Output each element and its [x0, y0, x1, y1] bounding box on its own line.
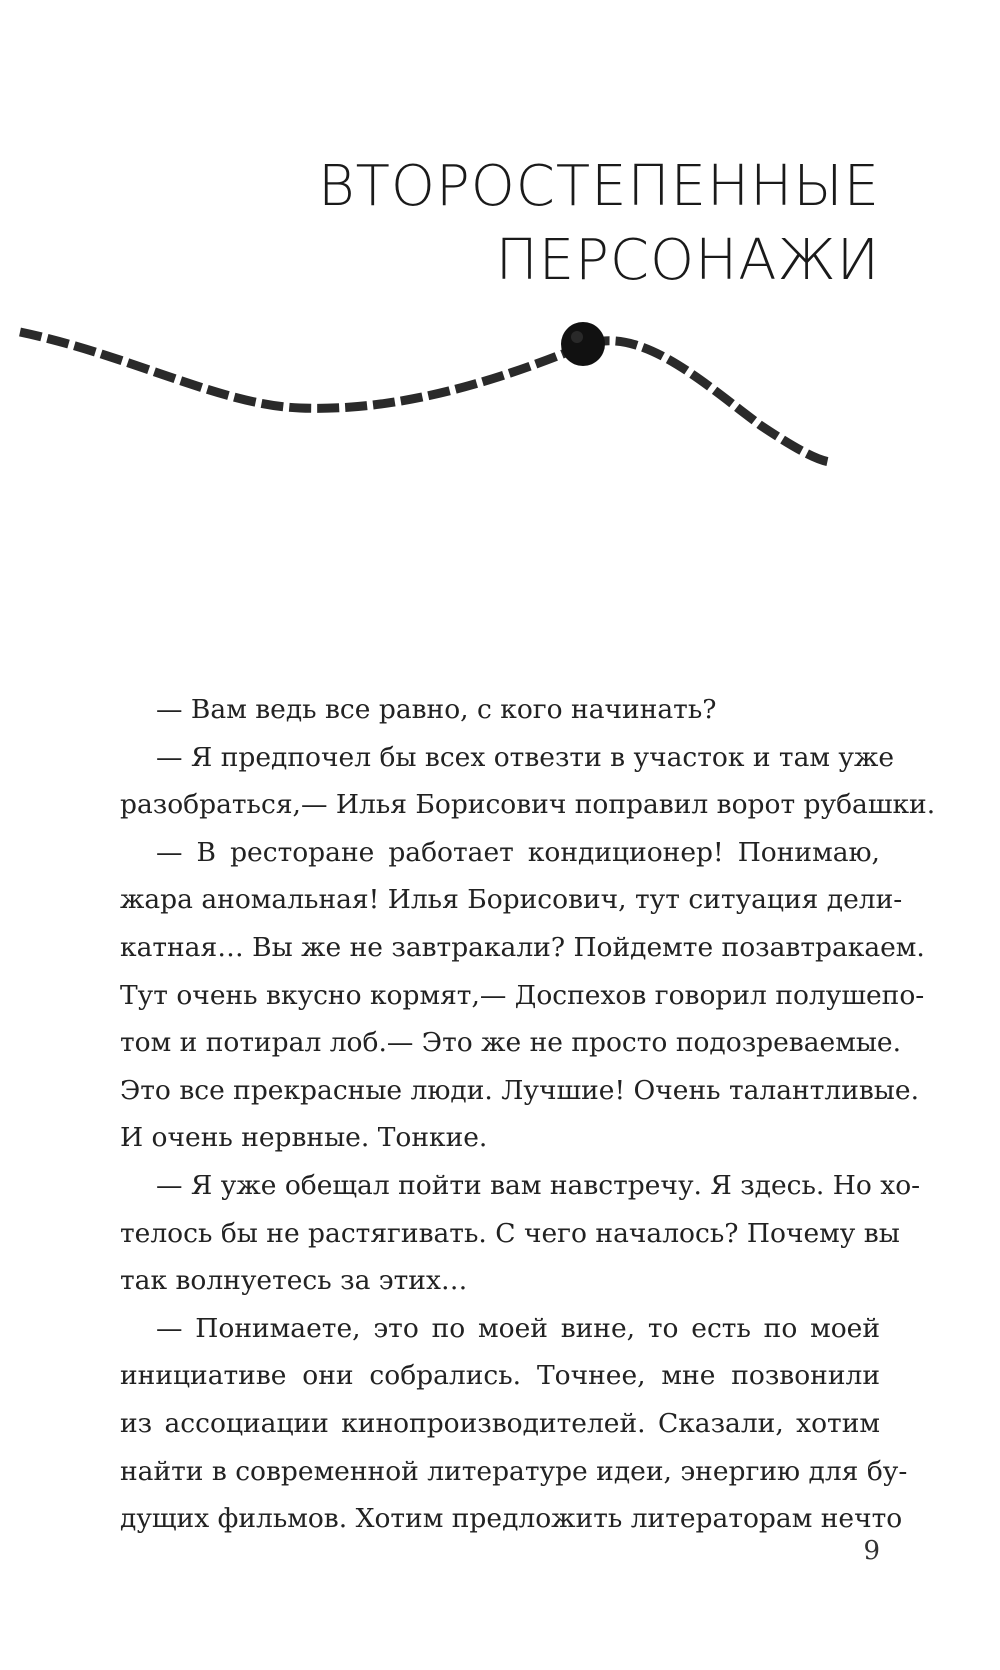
text-line: катная… Вы же не завтракали? Пойдемте позавтракаем.: [120, 931, 925, 963]
dashed-wave-ornament-icon: [0, 320, 900, 510]
text-line: жара аномальная! Илья Борисович, тут ситуация дели-: [120, 884, 903, 916]
chapter-title-line-1: ВТОРОСТЕПЕННЫЕ: [318, 154, 880, 219]
text-line: — Вам ведь все равно, с кого начинать?: [156, 694, 717, 725]
text-line: дущих фильмов. Хотим предложить литераторам нечто: [120, 1503, 903, 1535]
text-line: — В ресторане работает кондиционер! Понимаю,: [156, 836, 880, 868]
text-line: инициативе они собрались. Точнее, мне позвонили: [120, 1360, 880, 1392]
wave-dot-icon: [561, 322, 605, 366]
text-line: найти в современной литературе идеи, энергию для бу-: [120, 1455, 908, 1487]
text-line: — Я предпочел бы всех отвезти в участок и там уже: [156, 741, 895, 773]
text-line: — Понимаете, это по моей вине, то есть по моей: [156, 1312, 880, 1344]
text-line: Это все прекрасные люди. Лучшие! Очень талантливые.: [120, 1074, 919, 1106]
body-text: [120, 686, 936, 1543]
chapter-title-line-2: ПЕРСОНАЖИ: [495, 228, 880, 293]
text-line: том и потирал лоб.— Это же не просто подозреваемые.: [120, 1027, 902, 1059]
text-line: из ассоциации кинопроизводителей. Сказали, хотим: [120, 1407, 880, 1439]
text-line: телось бы не растягивать. С чего началось? Почему вы: [120, 1217, 900, 1249]
wave-dot-highlight: [571, 331, 583, 343]
text-line: И очень нервные. Тонкие.: [120, 1122, 488, 1154]
text-line: так волнуетесь за этих…: [120, 1265, 468, 1297]
chapter-title: [160, 150, 880, 298]
page-number: 9: [863, 1536, 880, 1566]
dashed-wave-line: [20, 332, 830, 462]
text-line: — Я уже обещал пойти вам навстречу. Я здесь. Но хо-: [156, 1169, 921, 1201]
text-line: разобраться,— Илья Борисович поправил ворот рубашки.: [120, 789, 936, 821]
text-line: Тут очень вкусно кормят,— Доспехов говорил полушепо-: [120, 979, 925, 1011]
